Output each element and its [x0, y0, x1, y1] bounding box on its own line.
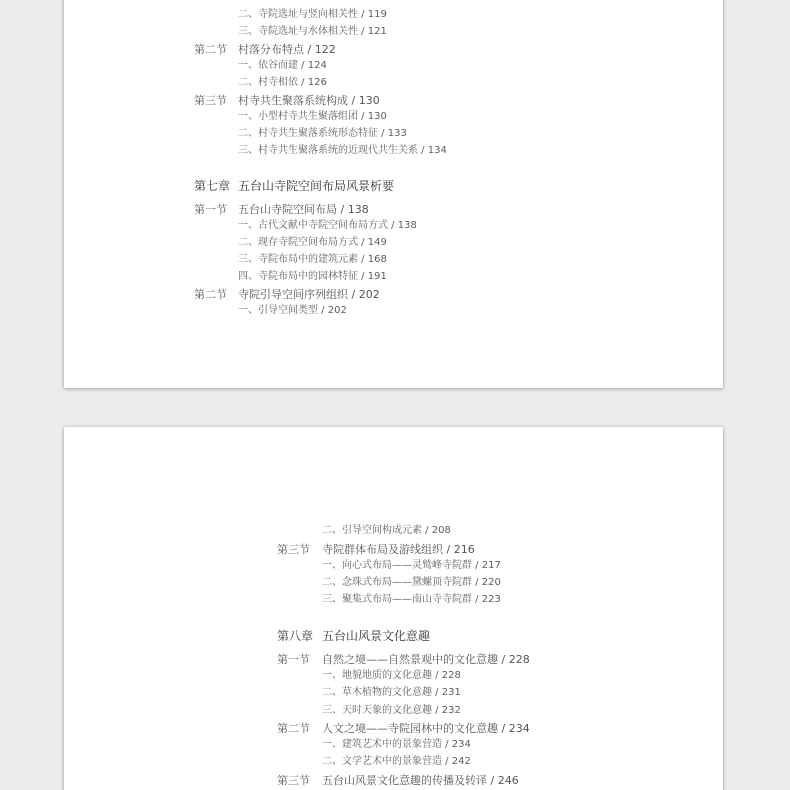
toc-entry-text: 二、村寺相依 / 126	[238, 77, 327, 88]
toc-entry-text: 一、建筑艺术中的景象营造 / 234	[322, 739, 471, 750]
toc-entry-label: 第一节	[194, 203, 227, 216]
toc-chapter-entry	[194, 180, 394, 192]
toc-entry-label: 第三节	[277, 543, 310, 556]
toc-item-entry	[322, 595, 501, 605]
toc-entry-text: 二、念珠式布局——黛螺顶寺院群 / 220	[322, 577, 501, 588]
toc-item-entry	[238, 272, 387, 282]
toc-section-entry	[194, 204, 369, 215]
toc-item-entry	[238, 10, 387, 20]
toc-item-entry	[238, 129, 407, 139]
toc-entry-text: 三、寺院布局中的建筑元素 / 168	[238, 254, 387, 265]
toc-entry-text: 村落分布特点 / 122	[238, 43, 336, 56]
toc-entry-text: 五台山寺院空间布局风景析要	[238, 179, 395, 193]
toc-entry-text: 二、现存寺院空间布局方式 / 149	[238, 237, 387, 248]
toc-item-entry	[322, 578, 501, 588]
toc-entry-text: 二、村寺共生聚落系统形态特征 / 133	[238, 128, 407, 139]
toc-entry-label: 第二节	[277, 722, 310, 735]
toc-entry-text: 四、寺院布局中的园林特征 / 191	[238, 271, 387, 282]
toc-item-entry	[238, 27, 387, 37]
toc-entry-text: 二、草木植物的文化意趣 / 231	[322, 687, 461, 698]
toc-entry-text: 村寺共生聚落系统构成 / 130	[238, 94, 380, 107]
toc-item-entry	[322, 757, 471, 767]
toc-entry-label: 第二节	[194, 43, 227, 56]
toc-entry-text: 五台山风景文化意趣的传播及转译 / 246	[322, 774, 519, 787]
toc-item-entry	[238, 146, 447, 156]
toc-entry-text: 一、地貌地质的文化意趣 / 228	[322, 670, 461, 681]
toc-item-entry	[238, 306, 347, 316]
toc-item-entry	[322, 561, 501, 571]
toc-entry-text: 三、村寺共生聚落系统的近现代共生关系 / 134	[238, 145, 447, 156]
toc-section-entry	[277, 654, 530, 665]
toc-entry-text: 二、寺院选址与竖向相关性 / 119	[238, 9, 387, 20]
toc-item-entry	[322, 688, 461, 698]
toc-entry-text: 三、聚集式布局——南山寺寺院群 / 223	[322, 594, 501, 605]
toc-section-entry	[277, 775, 519, 786]
toc-entry-label: 第七章	[194, 179, 231, 193]
toc-section-entry	[194, 95, 380, 106]
toc-entry-label: 第一节	[277, 653, 310, 666]
toc-entry-label: 第八章	[277, 629, 314, 643]
toc-chapter-entry	[277, 630, 430, 642]
toc-entry-text: 一、依谷而建 / 124	[238, 60, 327, 71]
toc-entry-text: 寺院群体布局及游线组织 / 216	[322, 543, 475, 556]
toc-entry-text: 一、小型村寺共生聚落组团 / 130	[238, 111, 387, 122]
toc-section-entry	[194, 44, 336, 55]
toc-section-entry	[277, 723, 530, 734]
toc-entry-text: 人文之境——寺院园林中的文化意趣 / 234	[322, 722, 530, 735]
toc-item-entry	[238, 112, 387, 122]
toc-item-entry	[322, 706, 461, 716]
toc-entry-text: 二、引导空间构成元素 / 208	[322, 525, 451, 536]
toc-entry-label: 第二节	[194, 288, 227, 301]
toc-entry-text: 五台山风景文化意趣	[322, 629, 431, 643]
toc-item-entry	[322, 526, 451, 536]
toc-item-entry	[238, 78, 327, 88]
toc-item-entry	[322, 740, 471, 750]
toc-entry-text: 三、天时天象的文化意趣 / 232	[322, 705, 461, 716]
toc-entry-label: 第三节	[194, 94, 227, 107]
toc-entry-text: 二、文学艺术中的景象营造 / 242	[322, 756, 471, 767]
toc-item-entry	[238, 221, 417, 231]
toc-item-entry	[322, 671, 461, 681]
toc-entry-text: 寺院引导空间序列组织 / 202	[238, 288, 380, 301]
toc-entry-text: 三、寺院选址与水体相关性 / 121	[238, 26, 387, 37]
toc-entry-text: 一、古代文献中寺院空间布局方式 / 138	[238, 220, 417, 231]
toc-entry-text: 五台山寺院空间布局 / 138	[238, 203, 369, 216]
toc-section-entry	[194, 289, 380, 300]
toc-entry-text: 一、引导空间类型 / 202	[238, 305, 347, 316]
toc-entry-label: 第三节	[277, 774, 310, 787]
toc-page-1	[64, 0, 723, 388]
toc-entry-text: 自然之境——自然景观中的文化意趣 / 228	[322, 653, 530, 666]
toc-item-entry	[238, 255, 387, 265]
toc-section-entry	[277, 544, 475, 555]
toc-entry-text: 一、向心式布局——灵鹫峰寺院群 / 217	[322, 560, 501, 571]
toc-page-2	[64, 427, 723, 790]
toc-item-entry	[238, 61, 327, 71]
toc-item-entry	[238, 238, 387, 248]
